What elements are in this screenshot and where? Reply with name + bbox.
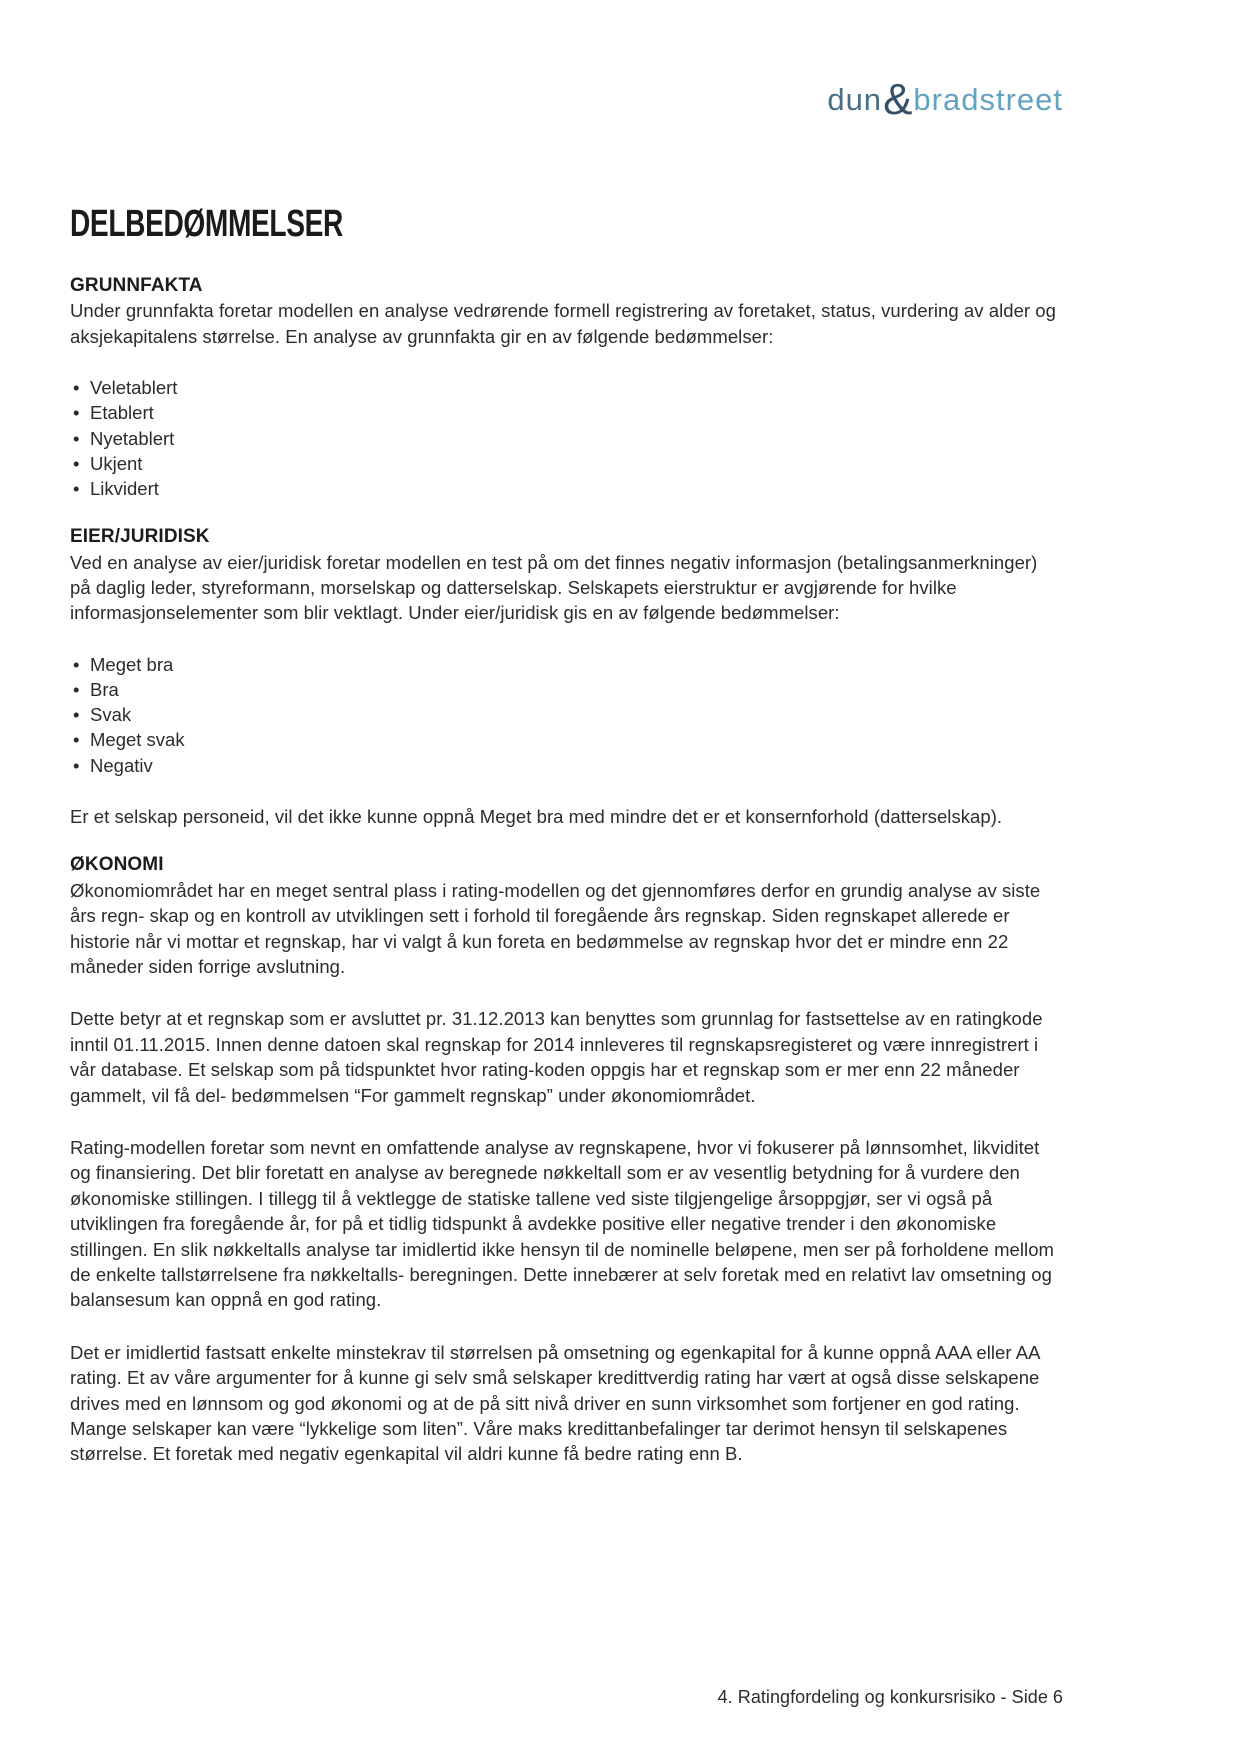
list-item: • Likvidert	[70, 476, 1063, 501]
page-title: DELBEDØMMELSER	[70, 203, 343, 245]
list-item: • Meget svak	[70, 727, 1063, 752]
list-item: • Bra	[70, 677, 1063, 702]
section-heading-grunnfakta: GRUNNFAKTA	[70, 275, 203, 296]
list-item: • Meget bra	[70, 652, 1063, 677]
section-heading-okonomi: ØKONOMI	[70, 854, 164, 876]
list-item: • Veletablert	[70, 375, 1063, 400]
page-footer: 4. Ratingfordeling og konkursrisiko - Side 6	[717, 1687, 1063, 1707]
section-paragraph-okonomi-1: Økonomiområdet har en meget sentral plass i rating-modellen og det gjennomføres derfor en grundig analyse av siste års regn- skap og en kontroll av utviklingen sett i forhold til foregående års regnskap. Siden regnskapet allerede er historie når vi mottar et regnskap, har vi valgt å kun foreta en bedømmelse av regnskap hvor det er mindre enn 22 måneder siden forrige avslutning.	[70, 879, 1041, 977]
list-item: • Negativ	[70, 753, 1063, 778]
list-item: • Ukjent	[70, 451, 1063, 476]
note-paragraph-personeid: Er et selskap personeid, vil det ikke kunne oppnå Meget bra med mindre det er et konsernforhold (datterselskap).	[70, 805, 1003, 827]
bullet-list-grunnfakta	[70, 375, 1063, 501]
list-item: • Etablert	[70, 400, 1063, 425]
bullet-list-eier-juridisk	[70, 652, 1063, 778]
logo-word-bradstreet: bradstreet	[913, 82, 1063, 117]
section-paragraph-okonomi-2: Dette betyr at et regnskap som er avsluttet pr. 31.12.2013 kan benyttes som grunnlag for fastsettelse av en ratingkode inntil 01.11.2015. Innen denne datoen skal regnskap for 2014 innleveres til regnskapsregisteret og være innregistrert i vår database. Et selskap som på tidspunktet hvor rating-koden oppgis har et regnskap som er mer enn 22 måneder gammelt, vil få del- bedømmelsen “For gammelt regnskap” under økonomiområdet.	[70, 1008, 1043, 1106]
section-paragraph-okonomi-3: Rating-modellen foretar som nevnt en omfattende analyse av regnskapene, hvor vi fokuserer på lønnsomhet, likviditet og finansiering. Det blir foretatt en analyse av beregnede nøkkeltall som er av vesentlig betydning for å vurdere den økonomiske stillingen. I tillegg til å vektlegge de statiske tallene ved siste tilgjengelige årsoppgjør, ser vi også på utviklingen fra foregående år, for på et tidlig tidspunkt å avdekke positive eller negative trender i den økonomiske stillingen. En slik nøkkeltalls analyse tar imidlertid ikke hensyn til de nominelle beløpene, men ser på forholdene mellom de enkelte tallstørrelsene fra nøkkeltalls- beregningen. Dette innebærer at selv foretak med en relativt lav omsetning og balansesum kan oppnå en god rating.	[70, 1136, 1054, 1311]
logo-word-dun: dun	[827, 82, 883, 117]
dun-and-bradstreet-logo	[827, 74, 1063, 124]
section-paragraph-grunnfakta: Under grunnfakta foretar modellen en analyse vedrørende formell registrering av foretaket, status, vurdering av alder og aksjekapitalens størrelse. En analyse av grunnfakta gir en av følgende bedømmelser:	[70, 300, 1056, 347]
section-paragraph-okonomi-4: Det er imidlertid fastsatt enkelte minstekrav til størrelsen på omsetning og egenkapital for å kunne oppnå AAA eller AA rating. Et av våre argumenter for å kunne gi selv små selskaper kredittverdig rating har vært at også disse selskapene drives med en lønnsom og god økonomi og at de på sitt nivå driver en sunn virksomhet som fortjener en god rating. Mange selskaper kan være “lykkelige som liten”. Våre maks kredittanbefalinger tar derimot hensyn til selskapenes størrelse. Et foretak med negativ egenkapital vil aldri kunne få bedre rating enn B.	[70, 1341, 1040, 1465]
list-item: • Nyetablert	[70, 426, 1063, 451]
list-item: • Svak	[70, 702, 1063, 727]
section-paragraph-eier-juridisk: Ved en analyse av eier/juridisk foretar modellen en test på om det finnes negativ informasjon (betalingsanmerkninger) på daglig leder, styreformann, morselskap og datterselskap. Selskapets eierstruktur er avgjørende for hvilke informasjonselementer som blir vektlagt. Under eier/juridisk gis en av følgende bedømmelser:	[70, 551, 1038, 624]
section-heading-eier-juridisk: EIER/JURIDISK	[70, 526, 210, 548]
header	[70, 0, 1063, 124]
logo-ampersand-icon: &	[883, 75, 913, 124]
